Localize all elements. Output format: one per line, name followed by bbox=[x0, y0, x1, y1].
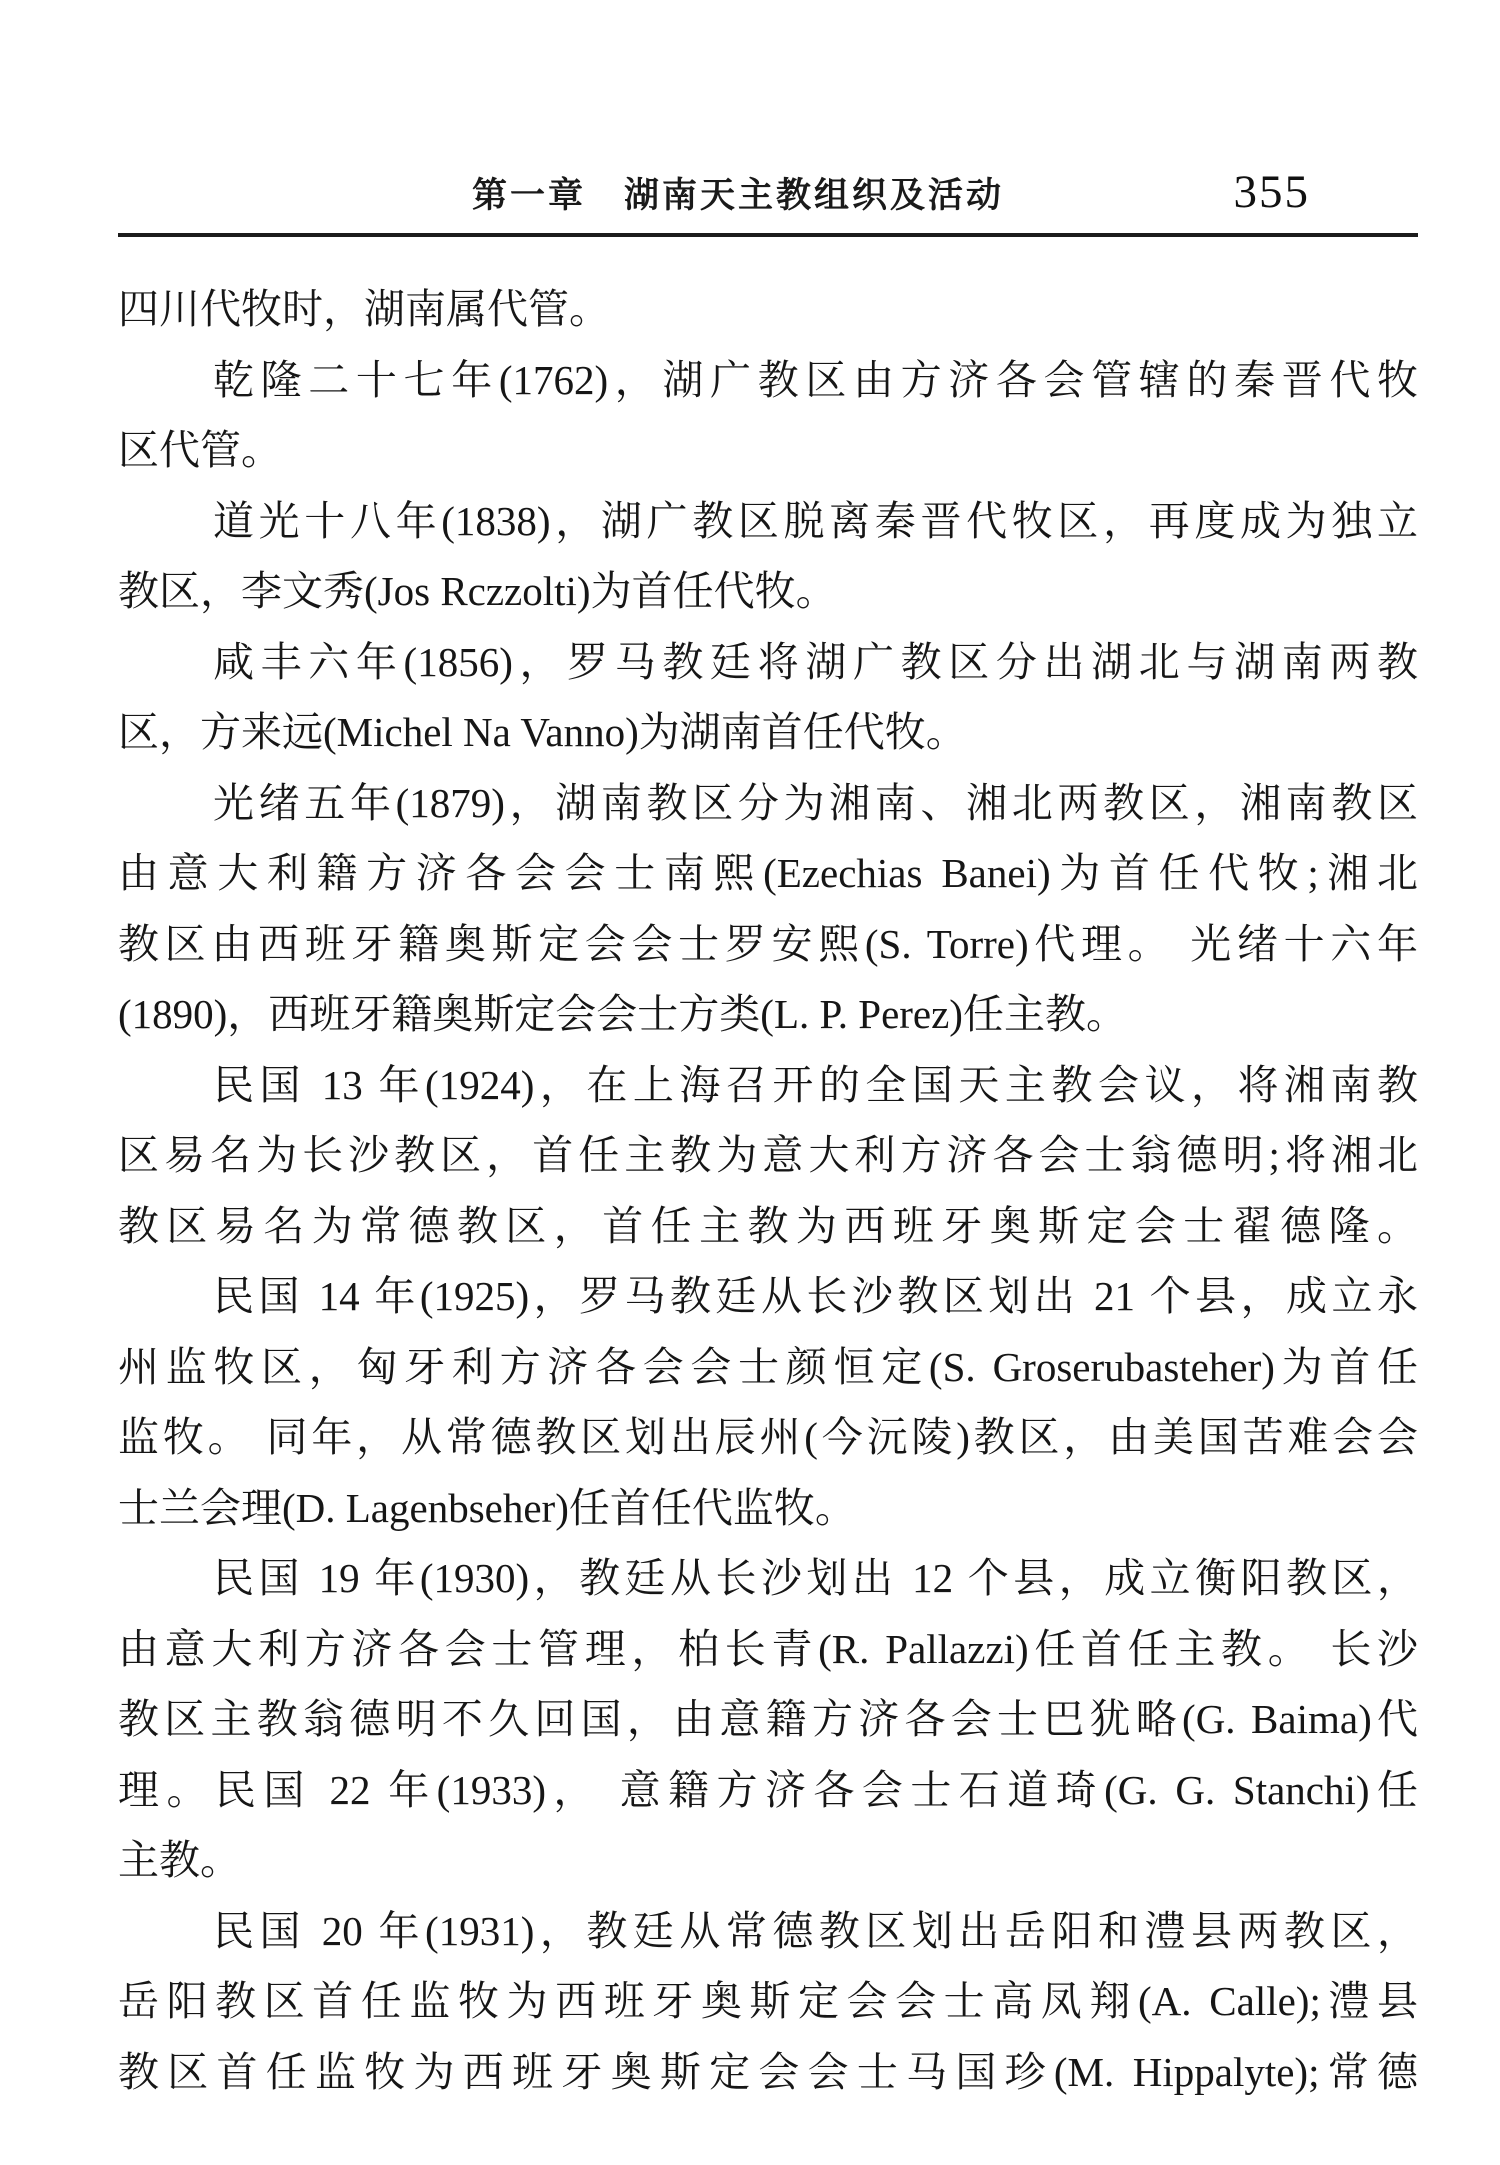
text-line: 光绪五年(1879)，湖南教区分为湘南、湘北两教区，湘南教区 bbox=[213, 779, 1418, 826]
page-number: 355 bbox=[1233, 166, 1310, 218]
text-line: 民国 14 年(1925)，罗马教廷从长沙教区划出 21 个县，成立永 bbox=[213, 1273, 1418, 1319]
text-line: 民国 19 年(1930)，教廷从长沙划出 12 个县，成立衡阳教区， bbox=[213, 1555, 1418, 1601]
text-line: 民国 20 年(1931)，教廷从常德教区划出岳阳和澧县两教区， bbox=[213, 1907, 1418, 1954]
text-line: 四川代牧时，湖南属代管。 bbox=[118, 286, 610, 332]
text-line: 教区易名为常德教区，首任主教为西班牙奥斯定会士翟德隆。 bbox=[118, 1202, 1418, 1249]
text-line: 区易名为长沙教区，首任主教为意大利方济各会士翁德明;将湘北 bbox=[118, 1132, 1418, 1178]
text-line: 理。民国 22 年(1933)， 意籍方济各会士石道琦(G. G. Stanchi)任 bbox=[118, 1766, 1418, 1813]
text-line: 乾隆二十七年(1762)，湖广教区由方济各会管辖的秦晋代牧 bbox=[213, 356, 1418, 403]
body-text bbox=[118, 274, 1418, 2107]
text-line: 区，方来远(Michel Na Vanno)为湖南首任代牧。 bbox=[118, 709, 967, 755]
text-line: 民国 13 年(1924)，在上海召开的全国天主教会议，将湘南教 bbox=[213, 1061, 1418, 1108]
text-line: 教区，李文秀(Jos Rczzolti)为首任代牧。 bbox=[118, 568, 837, 614]
running-header bbox=[118, 168, 1418, 224]
text-line: 咸丰六年(1856)，罗马教廷将湖广教区分出湖北与湖南两教 bbox=[213, 638, 1418, 685]
text-line: 主教。 bbox=[118, 1837, 241, 1883]
text-line: 道光十八年(1838)，湖广教区脱离秦晋代牧区，再度成为独立 bbox=[213, 497, 1418, 544]
text-line: 岳阳教区首任监牧为西班牙奥斯定会会士高凤翔(A. Calle);澧县 bbox=[118, 1978, 1418, 2024]
text-line: 监牧。 同年，从常德教区划出辰州(今沅陵)教区，由美国苦难会会 bbox=[118, 1414, 1418, 1460]
text-line: 由意大利方济各会士管理，柏长青(R. Pallazzi)任首任主教。 长沙 bbox=[118, 1625, 1418, 1672]
chapter-title: 第一章 湖南天主教组织及活动 bbox=[471, 176, 1004, 215]
text-line: 教区首任监牧为西班牙奥斯定会会士马国珍(M. Hippalyte);常德 bbox=[118, 2048, 1418, 2095]
text-line: 教区主教翁德明不久回国，由意籍方济各会士巴犹略(G. Baima)代 bbox=[118, 1696, 1418, 1742]
text-line: 由意大利籍方济各会会士南熙(Ezechias Banei)为首任代牧;湘北 bbox=[118, 850, 1418, 896]
text-line: (1890)，西班牙籍奥斯定会会士方类(L. P. Perez)任主教。 bbox=[118, 991, 1127, 1037]
text-line: 州监牧区，匈牙利方济各会会士颜恒定(S. Groserubasteher)为首任 bbox=[118, 1343, 1418, 1390]
text-line: 士兰会理(D. Lagenbseher)任首任代监牧。 bbox=[118, 1484, 856, 1531]
header-divider-rule bbox=[118, 233, 1418, 237]
text-line: 区代管。 bbox=[118, 427, 282, 473]
text-line: 教区由西班牙籍奥斯定会会士罗安熙(S. Torre)代理。 光绪十六年 bbox=[118, 920, 1418, 967]
